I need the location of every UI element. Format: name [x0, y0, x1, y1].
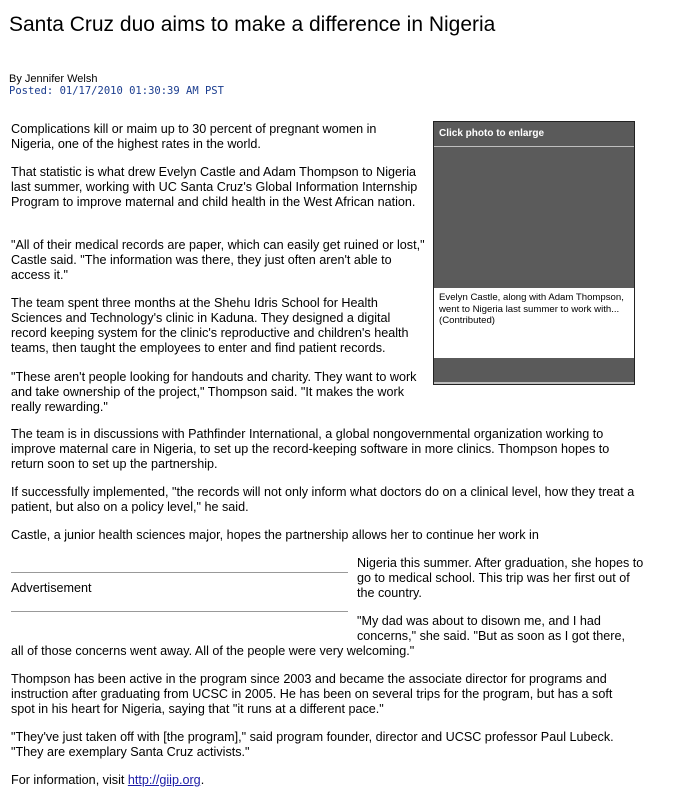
paragraph: Thompson has been active in the program since 2003 and became the associate director for programs and instruction after graduating from UCSC in 2005. He has been on several trips for the program, but has a soft spot in his heart for Nigeria, saying that "it runs at a different pace." — [11, 672, 613, 716]
advertisement-bottom-rule — [11, 611, 348, 612]
posted-timestamp: Posted: 01/17/2010 01:30:39 AM PST — [9, 85, 224, 97]
paragraph-continuation: all of those concerns went away. All of the people were very welcoming." — [11, 644, 415, 658]
photo-widget — [433, 121, 635, 385]
paragraph: If successfully implemented, "the records will not only inform what doctors do on a clinical level, how they treat a patient, but also on a policy level," he said. — [11, 485, 635, 514]
article-photo[interactable] — [434, 146, 634, 288]
paragraph: "These aren't people looking for handouts and charity. They want to work and take ownership of the project," Thompson said. "It makes the work really rewarding." — [11, 370, 417, 414]
paragraph: The team spent three months at the Shehu Idris School for Health Sciences and Technology's clinic in Kaduna. They designed a digital record keeping system for the clinic's reproductive and children's health teams, then taught the employees to enter and find patient records. — [11, 296, 409, 355]
paragraph: Castle, a junior health sciences major, hopes the partnership allows her to continue her work in — [11, 528, 539, 542]
info-prefix: For information, visit — [11, 773, 128, 787]
paragraph: The team is in discussions with Pathfinder International, a global nongovernmental organization working to improve maternal care in Nigeria, to set up the record-keeping software in more clinics. Thompson hopes to return soon to set up the partnership. — [11, 427, 610, 471]
advertisement-top-rule — [11, 572, 348, 573]
giip-link[interactable]: http://giip.org — [127, 773, 201, 787]
author-line: By Jennifer Welsh — [9, 73, 98, 85]
paragraph: "All of their medical records are paper, which can easily get ruined or lost," Castle said. "The information was there, they just often aren't able to access it." — [11, 238, 425, 282]
info-paragraph — [11, 773, 636, 788]
advertisement-label: Advertisement — [11, 581, 92, 595]
paragraph: Complications kill or maim up to 30 percent of pregnant women in Nigeria, one of the highest rates in the world. — [11, 122, 377, 151]
photo-footer-bar — [434, 358, 634, 384]
photo-enlarge-header[interactable]: Click photo to enlarge — [434, 122, 634, 146]
photo-caption: Evelyn Castle, along with Adam Thompson, went to Nigeria last summer to work with... (Contributed) — [434, 288, 634, 358]
paragraph: Nigeria this summer. After graduation, she hopes to go to medical school. This trip was her first out of the country. — [357, 556, 644, 600]
article-headline: Santa Cruz duo aims to make a difference in Nigeria — [9, 13, 496, 36]
paragraph: "They've just taken off with [the program]," said program founder, director and UCSC professor Paul Lubeck. "They are exemplary Santa Cruz activists." — [11, 730, 614, 759]
paragraph: That statistic is what drew Evelyn Castle and Adam Thompson to Nigeria last summer, working with UC Santa Cruz's Global Information Internship Program to improve maternal and child health in the West African nation. — [11, 165, 418, 209]
info-suffix: . — [200, 773, 205, 787]
byline — [9, 73, 224, 97]
paragraph: "My dad was about to disown me, and I had concerns," she said. "But as soon as I got there, — [357, 614, 625, 643]
